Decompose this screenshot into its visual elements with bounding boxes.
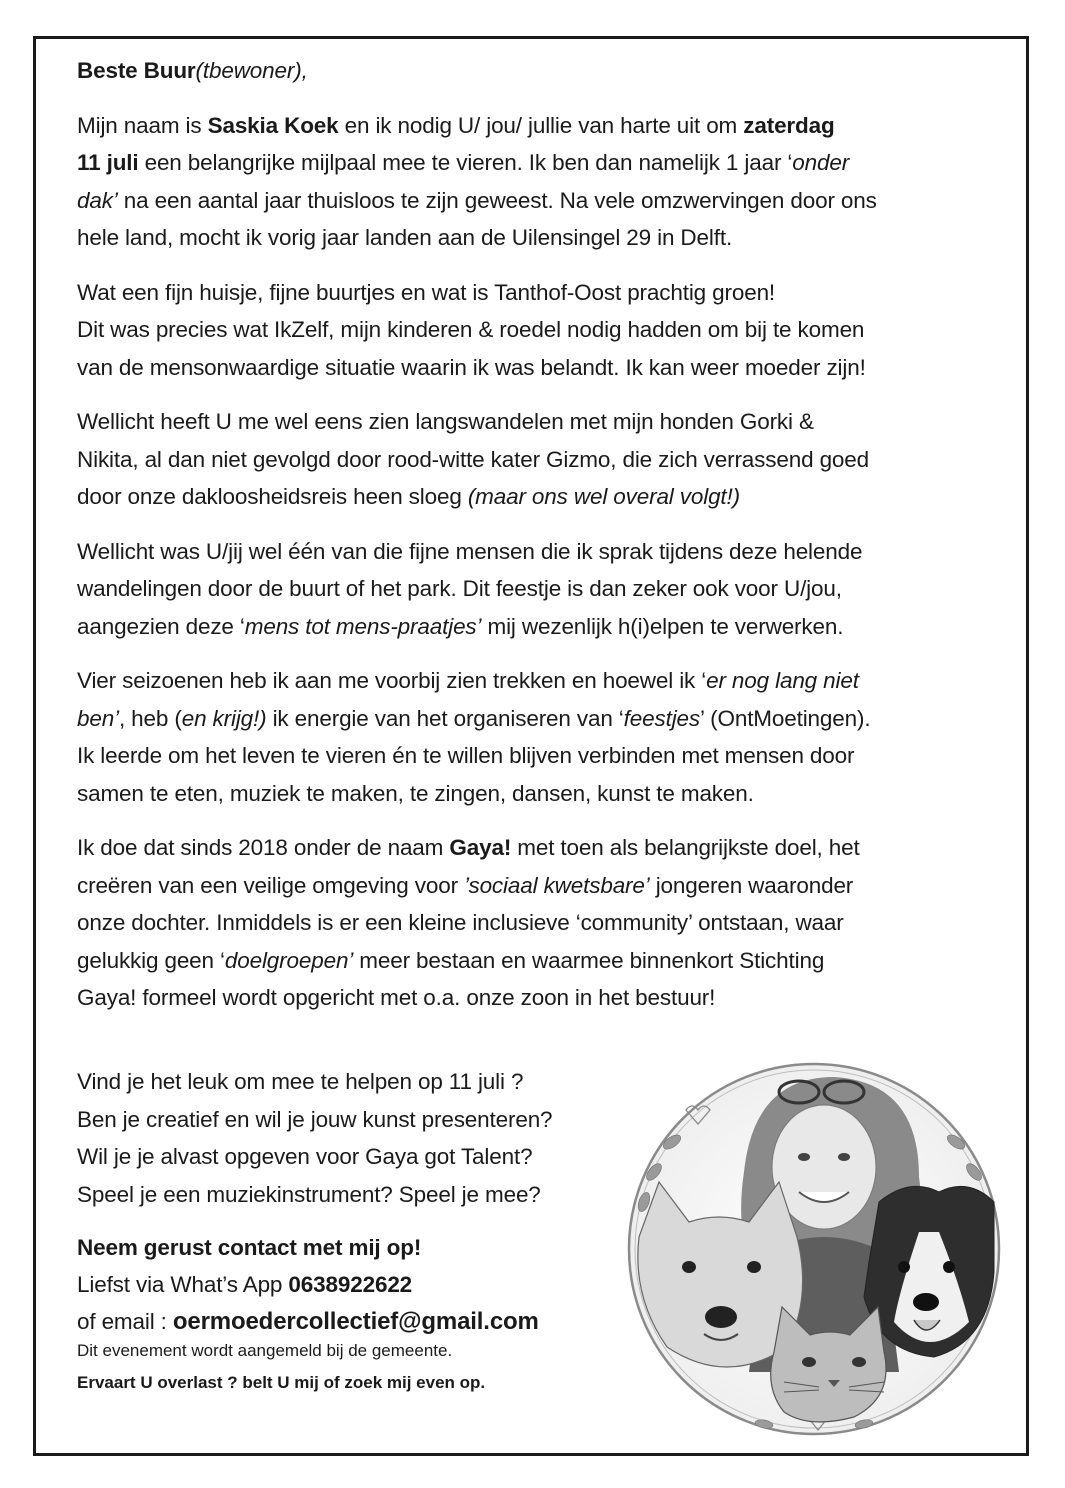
text: Ik doe dat sinds 2018 onder de naam [77, 835, 450, 860]
text: Dit was precies wat IkZelf, mijn kinderen & roedel nodig hadden om bij te komen [77, 317, 865, 342]
text: , heb ( [118, 705, 182, 731]
paragraph-home [77, 274, 997, 387]
text-italic: onder [792, 150, 850, 175]
text: aangezien deze ‘ [77, 613, 245, 639]
text: ’ (OntMoetingen). [700, 705, 871, 731]
org-name: Gaya! [449, 835, 512, 860]
nuisance-note: Ervaart U overlast ? belt U mij of zoek mij even op. [77, 1373, 486, 1392]
greeting-italic: (tbewoner), [195, 58, 308, 83]
text: ik energie van het organiseren van ‘ [266, 705, 624, 731]
text: mij wezenlijk h(i)elpen te verwerken. [481, 613, 844, 639]
paragraph-questions [77, 1063, 637, 1213]
text-italic: dak’ [77, 187, 118, 213]
greeting-bold: Beste Buur [77, 58, 196, 83]
paragraph-walks [77, 533, 997, 646]
greeting [77, 52, 997, 90]
text: door onze dakloosheidsreis heen sloeg [77, 484, 468, 509]
text: jongeren waaronder [649, 872, 854, 898]
text: Wil je je alvast opgeven voor Gaya got Talent? [77, 1144, 533, 1169]
text-italic: (maar ons wel overal volgt!) [467, 484, 740, 509]
event-date: 11 juli [77, 150, 139, 175]
text: Gaya! formeel wordt opgericht met o.a. onze zoon in het bestuur! [77, 985, 716, 1010]
paragraph-pets [77, 403, 997, 516]
text-italic: en krijg!) [181, 705, 267, 731]
municipality-note: Dit evenement wordt aangemeld bij de gemeente. [77, 1341, 453, 1360]
text: met toen als belangrijkste doel, het [511, 835, 860, 860]
text: onze dochter. Inmiddels is er een kleine inclusieve ‘community’ ontstaan, waar [77, 910, 844, 935]
email-label: of email : [77, 1309, 173, 1334]
text: gelukkig geen ‘ [77, 947, 225, 973]
sender-name: Saskia Koek [207, 112, 339, 138]
text-italic: er nog lang niet [706, 668, 859, 693]
letter-body [77, 52, 997, 1034]
paragraph-intro [77, 107, 997, 257]
text: Wellicht was U/jij wel één van die fijne mensen die ik sprak tijdens deze helende [77, 538, 863, 564]
text: hele land, mocht ik vorig jaar landen aan de Uilensingel 29 in Delft. [77, 225, 733, 250]
event-day: zaterdag [743, 112, 835, 138]
questions-block [77, 1063, 637, 1230]
text: creëren van een veilige omgeving voor [77, 872, 465, 898]
text: Vier seizoenen heb ik aan me voorbij zien trekken en hoewel ik ‘ [77, 668, 707, 693]
text: Wellicht heeft U me wel eens zien langswandelen met mijn honden Gorki & [77, 409, 814, 434]
text: na een aantal jaar thuisloos te zijn geweest. Na vele omzwervingen door ons [117, 187, 877, 213]
text-italic: ’sociaal kwetsbare’ [464, 872, 650, 898]
text: Nikita, al dan niet gevolgd door rood-witte kater Gizmo, die zich verrassend goed [77, 446, 870, 472]
text: van de mensonwaardige situatie waarin ik was belandt. Ik kan weer moeder zijn! [77, 354, 866, 380]
text: Mijn naam is [77, 112, 208, 138]
text: wandelingen door de buurt of het park. Dit feestje is dan zeker ook voor U/jou, [77, 576, 842, 601]
paragraph-gaya [77, 829, 997, 1017]
text: Ik leerde om het leven te vieren én te willen blijven verbinden met mensen door [77, 743, 855, 768]
contact-block [77, 1229, 637, 1397]
paragraph-seasons [77, 662, 997, 812]
text: samen te eten, muziek te maken, te zingen, dansen, kunst te maken. [77, 780, 754, 806]
text-italic: ben’ [77, 705, 119, 731]
text-italic: doelgroepen’ [224, 947, 354, 973]
email-address: oermoedercollectief@gmail.com [172, 1308, 539, 1335]
text: Speel je een muziekinstrument? Speel je mee? [77, 1181, 541, 1207]
text: en ik nodig U/ jou/ jullie van harte uit om [338, 112, 744, 138]
contact-info [77, 1229, 637, 1340]
portrait-illustration-icon [614, 1052, 1014, 1447]
text: meer bestaan en waarmee binnenkort Stichting [353, 947, 825, 973]
text: Ben je creatief en wil je jouw kunst presenteren? [77, 1106, 553, 1132]
whatsapp-label: Liefst via What’s App [77, 1272, 289, 1297]
text-italic: mens tot mens-praatjes’ [244, 613, 482, 639]
phone-number: 0638922622 [288, 1272, 413, 1297]
text: een belangrijke mijlpaal mee te vieren. Ik ben dan namelijk 1 jaar ‘ [138, 150, 793, 175]
text: Wat een fijn huisje, fijne buurtjes en wat is Tanthof-Oost prachtig groen! [77, 279, 776, 305]
text-italic: feestjes [623, 705, 701, 731]
text: Vind je het leuk om mee te helpen op 11 juli ? [77, 1069, 524, 1094]
contact-heading: Neem gerust contact met mij op! [77, 1235, 422, 1260]
